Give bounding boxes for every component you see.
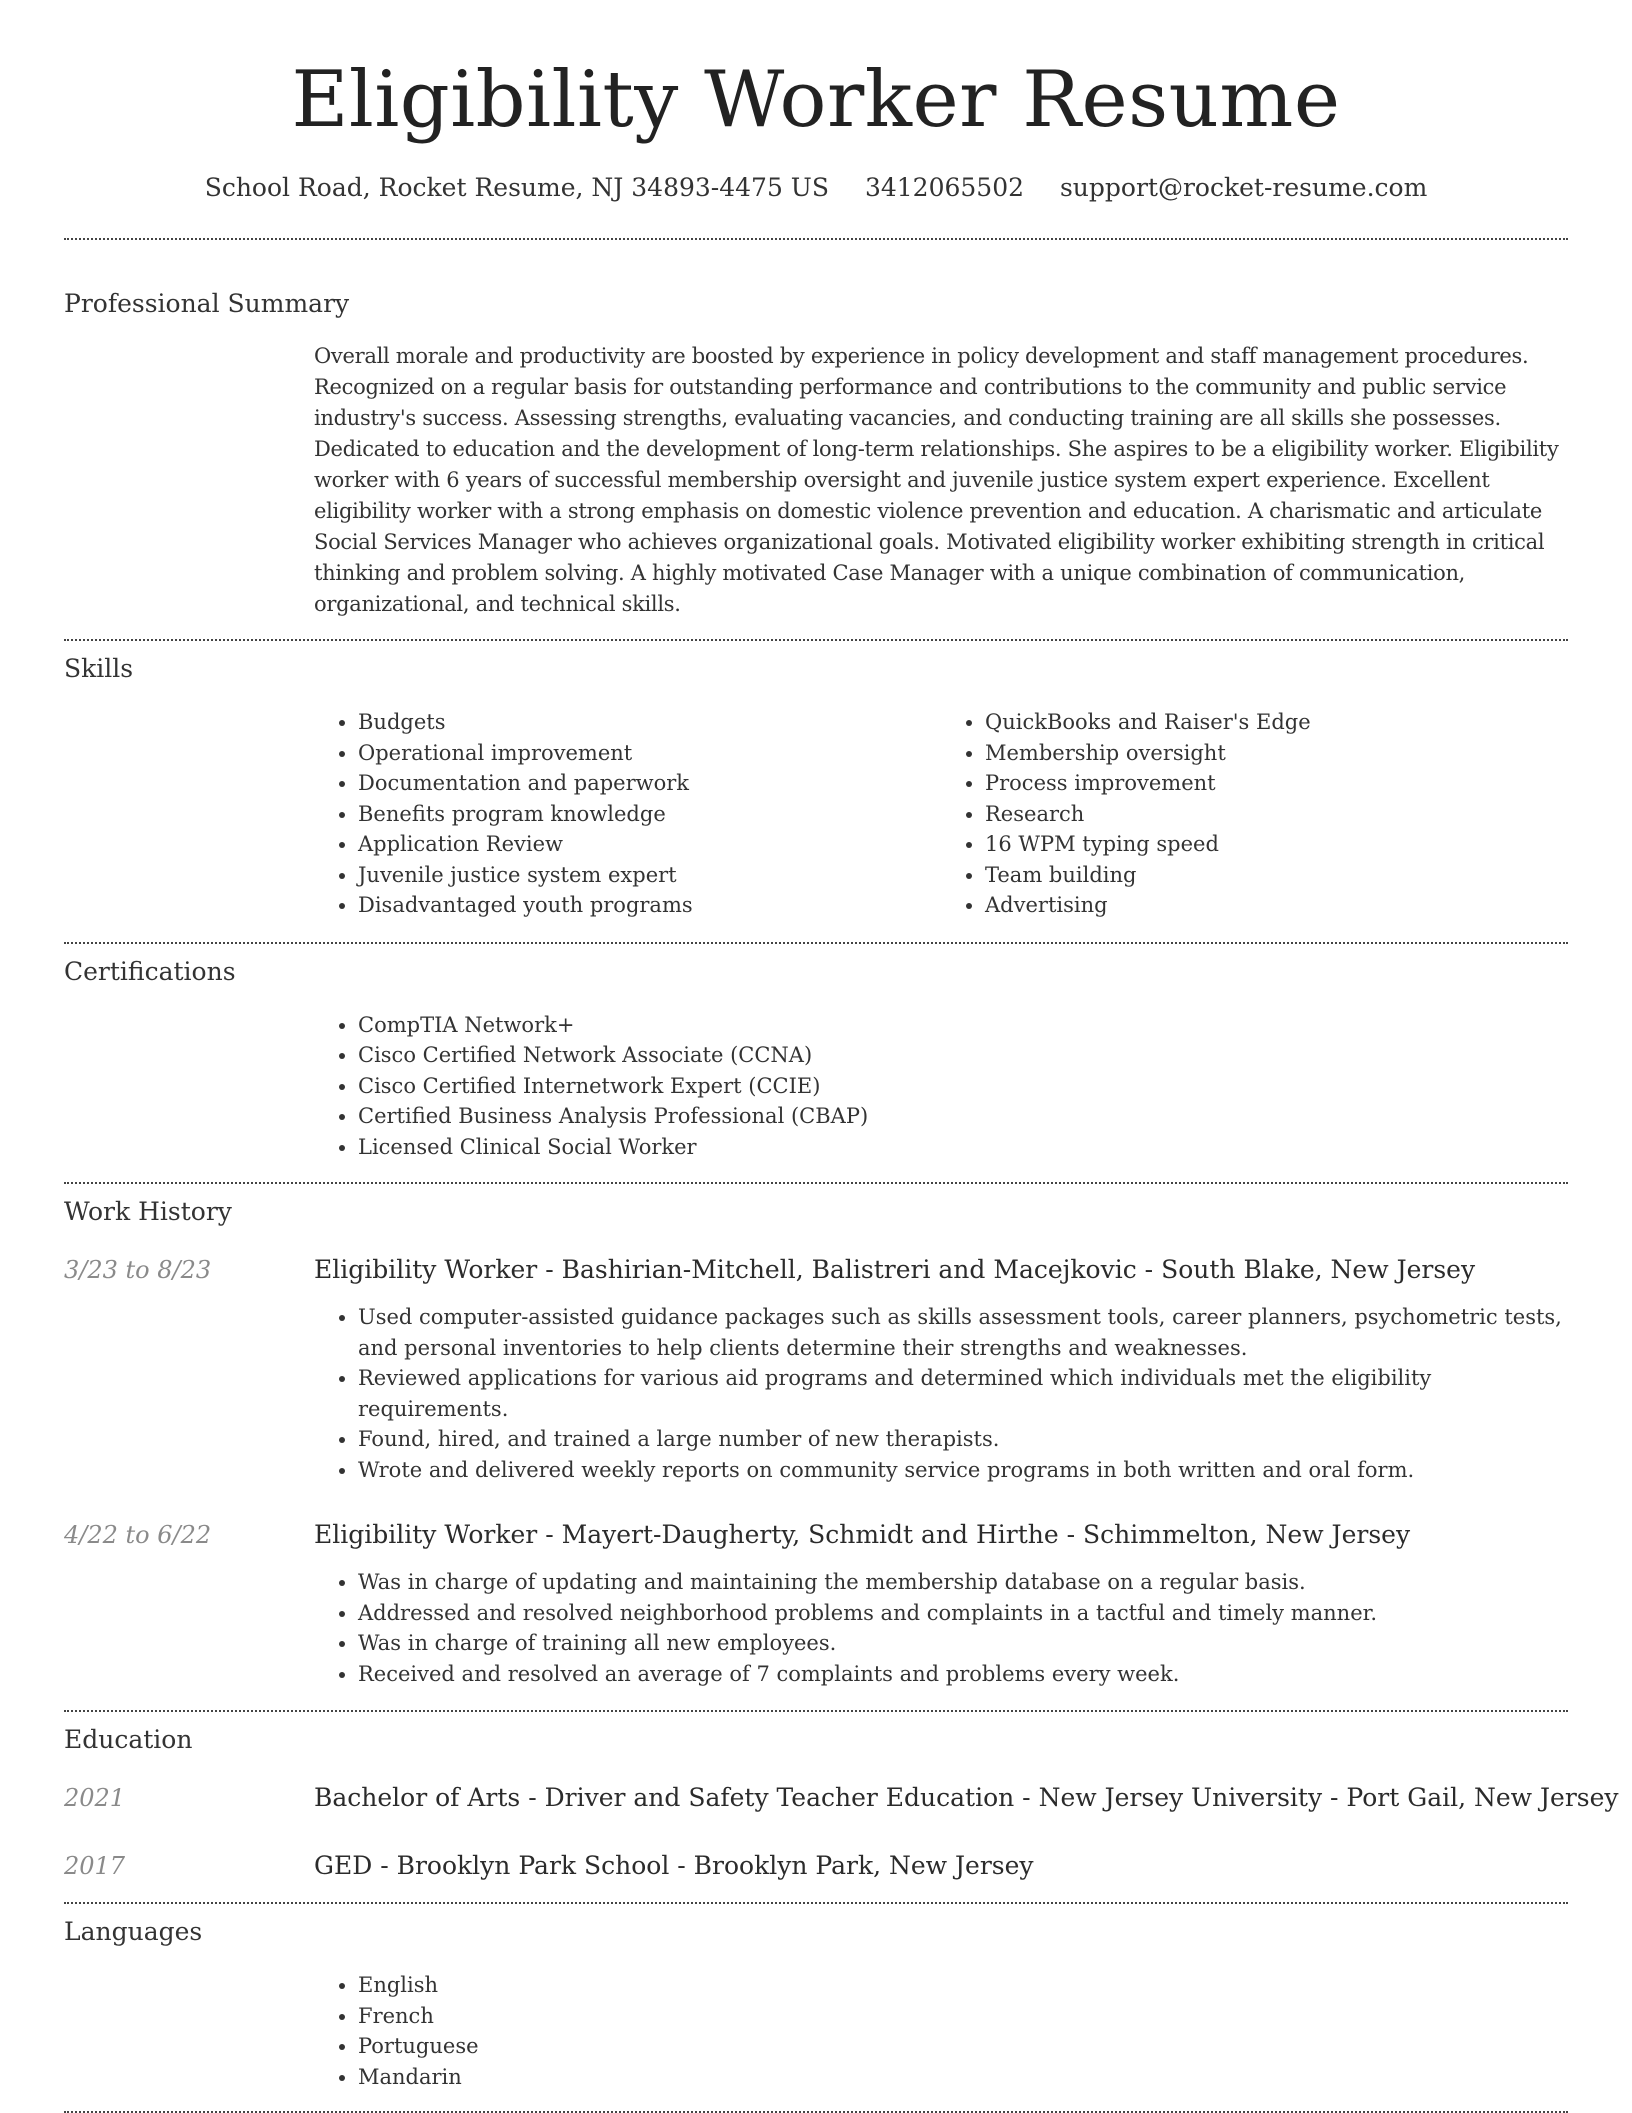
section-skills [64,641,1568,921]
job-entry [64,1254,1568,1485]
job-role: Eligibility Worker [314,1520,538,1549]
skill-item: • QuickBooks and Raiser's Edge [985,707,1568,738]
job-title [314,1519,1410,1551]
job-details: - Mayert-Daugherty, Schmidt and Hirthe - Schimmelton, New Jersey [537,1520,1411,1549]
job-role: Eligibility Worker [314,1255,538,1284]
address-text: School Road, Rocket Resume, NJ 34893-4475 US [204,173,829,202]
languages-list [314,1970,1568,2092]
certification-item: • Cisco Certified Network Associate (CCNA) [358,1040,1568,1071]
job-bullet: • Reviewed applications for various aid programs and determined which individuals met the eligibility requirements. [358,1363,1568,1424]
job-bullets [314,1302,1568,1485]
certification-item: • Cisco Certified Internetwork Expert (CCIE) [358,1071,1568,1102]
skills-list-right [941,707,1568,921]
section-title-certifications: Certifications [64,956,236,986]
skills-list-left [314,707,941,921]
education-details: - New Jersey University - Port Gail, New Jersey [1014,1783,1619,1812]
resume-title: Eligibility Worker Resume [291,55,1341,145]
certification-item: • Licensed Clinical Social Worker [358,1132,1568,1163]
certification-item: • CompTIA Network+ [358,1010,1568,1041]
skill-item: • Membership oversight [985,738,1568,769]
skill-item: • Benefits program knowledge [358,799,941,830]
resume-page [64,0,1619,2113]
certification-item: • Certified Business Analysis Professional (CBAP) [358,1101,1568,1132]
language-item: • Mandarin [358,2062,1568,2093]
language-item: • French [358,2001,1568,2032]
job-dates: 4/22 to 6/22 [64,1521,212,1549]
section-work-history [64,1184,1568,1689]
skill-item: • Team building [985,860,1568,891]
skill-item: • Application Review [358,829,941,860]
job-bullets [314,1567,1568,1689]
skill-item: • Juvenile justice system expert [358,860,941,891]
skill-item: • Operational improvement [358,738,941,769]
skill-item: • Documentation and paperwork [358,768,941,799]
section-education [64,1712,1619,1882]
section-title-languages: Languages [64,1917,203,1946]
job-title [314,1254,1475,1286]
section-certifications [64,944,1568,1163]
section-title-skills: Skills [64,654,134,683]
section-languages [64,1904,1568,2092]
job-bullet: • Found, hired, and trained a large number of new therapists. [358,1424,1568,1455]
education-line [314,1850,1034,1882]
education-year: 2021 [64,1784,126,1812]
section-title-work: Work History [64,1197,232,1226]
job-bullet: • Used computer-assisted guidance packages such as skills assessment tools, career planners, psychometric tests, and personal inventories to help clients determine their strengths and weaknesses. [358,1302,1568,1363]
job-bullet: • Was in charge of training all new employees. [358,1628,1568,1659]
language-item: • English [358,1970,1568,2001]
education-entry [64,1850,1568,1882]
certifications-list [314,1010,1568,1163]
email-text: support@rocket-resume.com [1059,173,1428,202]
job-bullet: • Addressed and resolved neighborhood problems and complaints in a tactful and timely manner. [358,1598,1568,1629]
job-entry [64,1519,1568,1689]
job-bullet: • Was in charge of updating and maintaining the membership database on a regular basis. [358,1567,1568,1598]
job-dates: 3/23 to 8/23 [64,1256,212,1284]
section-title-summary: Professional Summary [64,289,350,318]
skill-item: • Budgets [358,707,941,738]
phone-text: 3412065502 [864,173,1025,202]
education-entry [64,1782,1619,1814]
skill-item: • 16 WPM typing speed [985,829,1568,860]
skill-item: • Process improvement [985,768,1568,799]
summary-text: Overall morale and productivity are boosted by experience in policy development and staff management procedures. Recognized on a regular basis for outstanding performance and contributions to the community and public service industry's success. Assessing strengths, evaluating vacancies, and conducting training are all skills she possesses. Dedicated to education and the development of long-term relationships. She aspires to be a eligibility worker. Eligibility worker with 6 years of successful membership oversight and juvenile justice system expert experience. Excellent eligibility worker with a strong emphasis on domestic violence prevention and education. A charismatic and articulate Social Services Manager who achieves organizational goals. Motivated eligibility worker exhibiting strength in critical thinking and problem solving. A highly motivated Case Manager with a unique combination of communication, organizational, and technical skills. [314,344,1559,616]
education-line [314,1782,1619,1814]
language-item: • Portuguese [358,2031,1568,2062]
contact-line [64,172,1568,204]
education-year: 2017 [64,1852,126,1880]
skill-item: • Advertising [985,890,1568,921]
job-details: - Bashirian-Mitchell, Balistreri and Macejkovic - South Blake, New Jersey [537,1255,1476,1284]
skill-item: • Disadvantaged youth programs [358,890,941,921]
education-degree: GED [314,1851,373,1880]
job-bullet: • Wrote and delivered weekly reports on community service programs in both written and oral form. [358,1455,1568,1486]
section-summary [64,240,1568,620]
education-degree: Bachelor of Arts - Driver and Safety Teacher Education [314,1783,1015,1812]
section-title-education: Education [64,1725,193,1754]
skill-item: • Research [985,799,1568,830]
education-details: - Brooklyn Park School - Brooklyn Park, New Jersey [372,1851,1034,1880]
job-bullet: • Received and resolved an average of 7 complaints and problems every week. [358,1659,1568,1690]
resume-header [64,0,1568,204]
